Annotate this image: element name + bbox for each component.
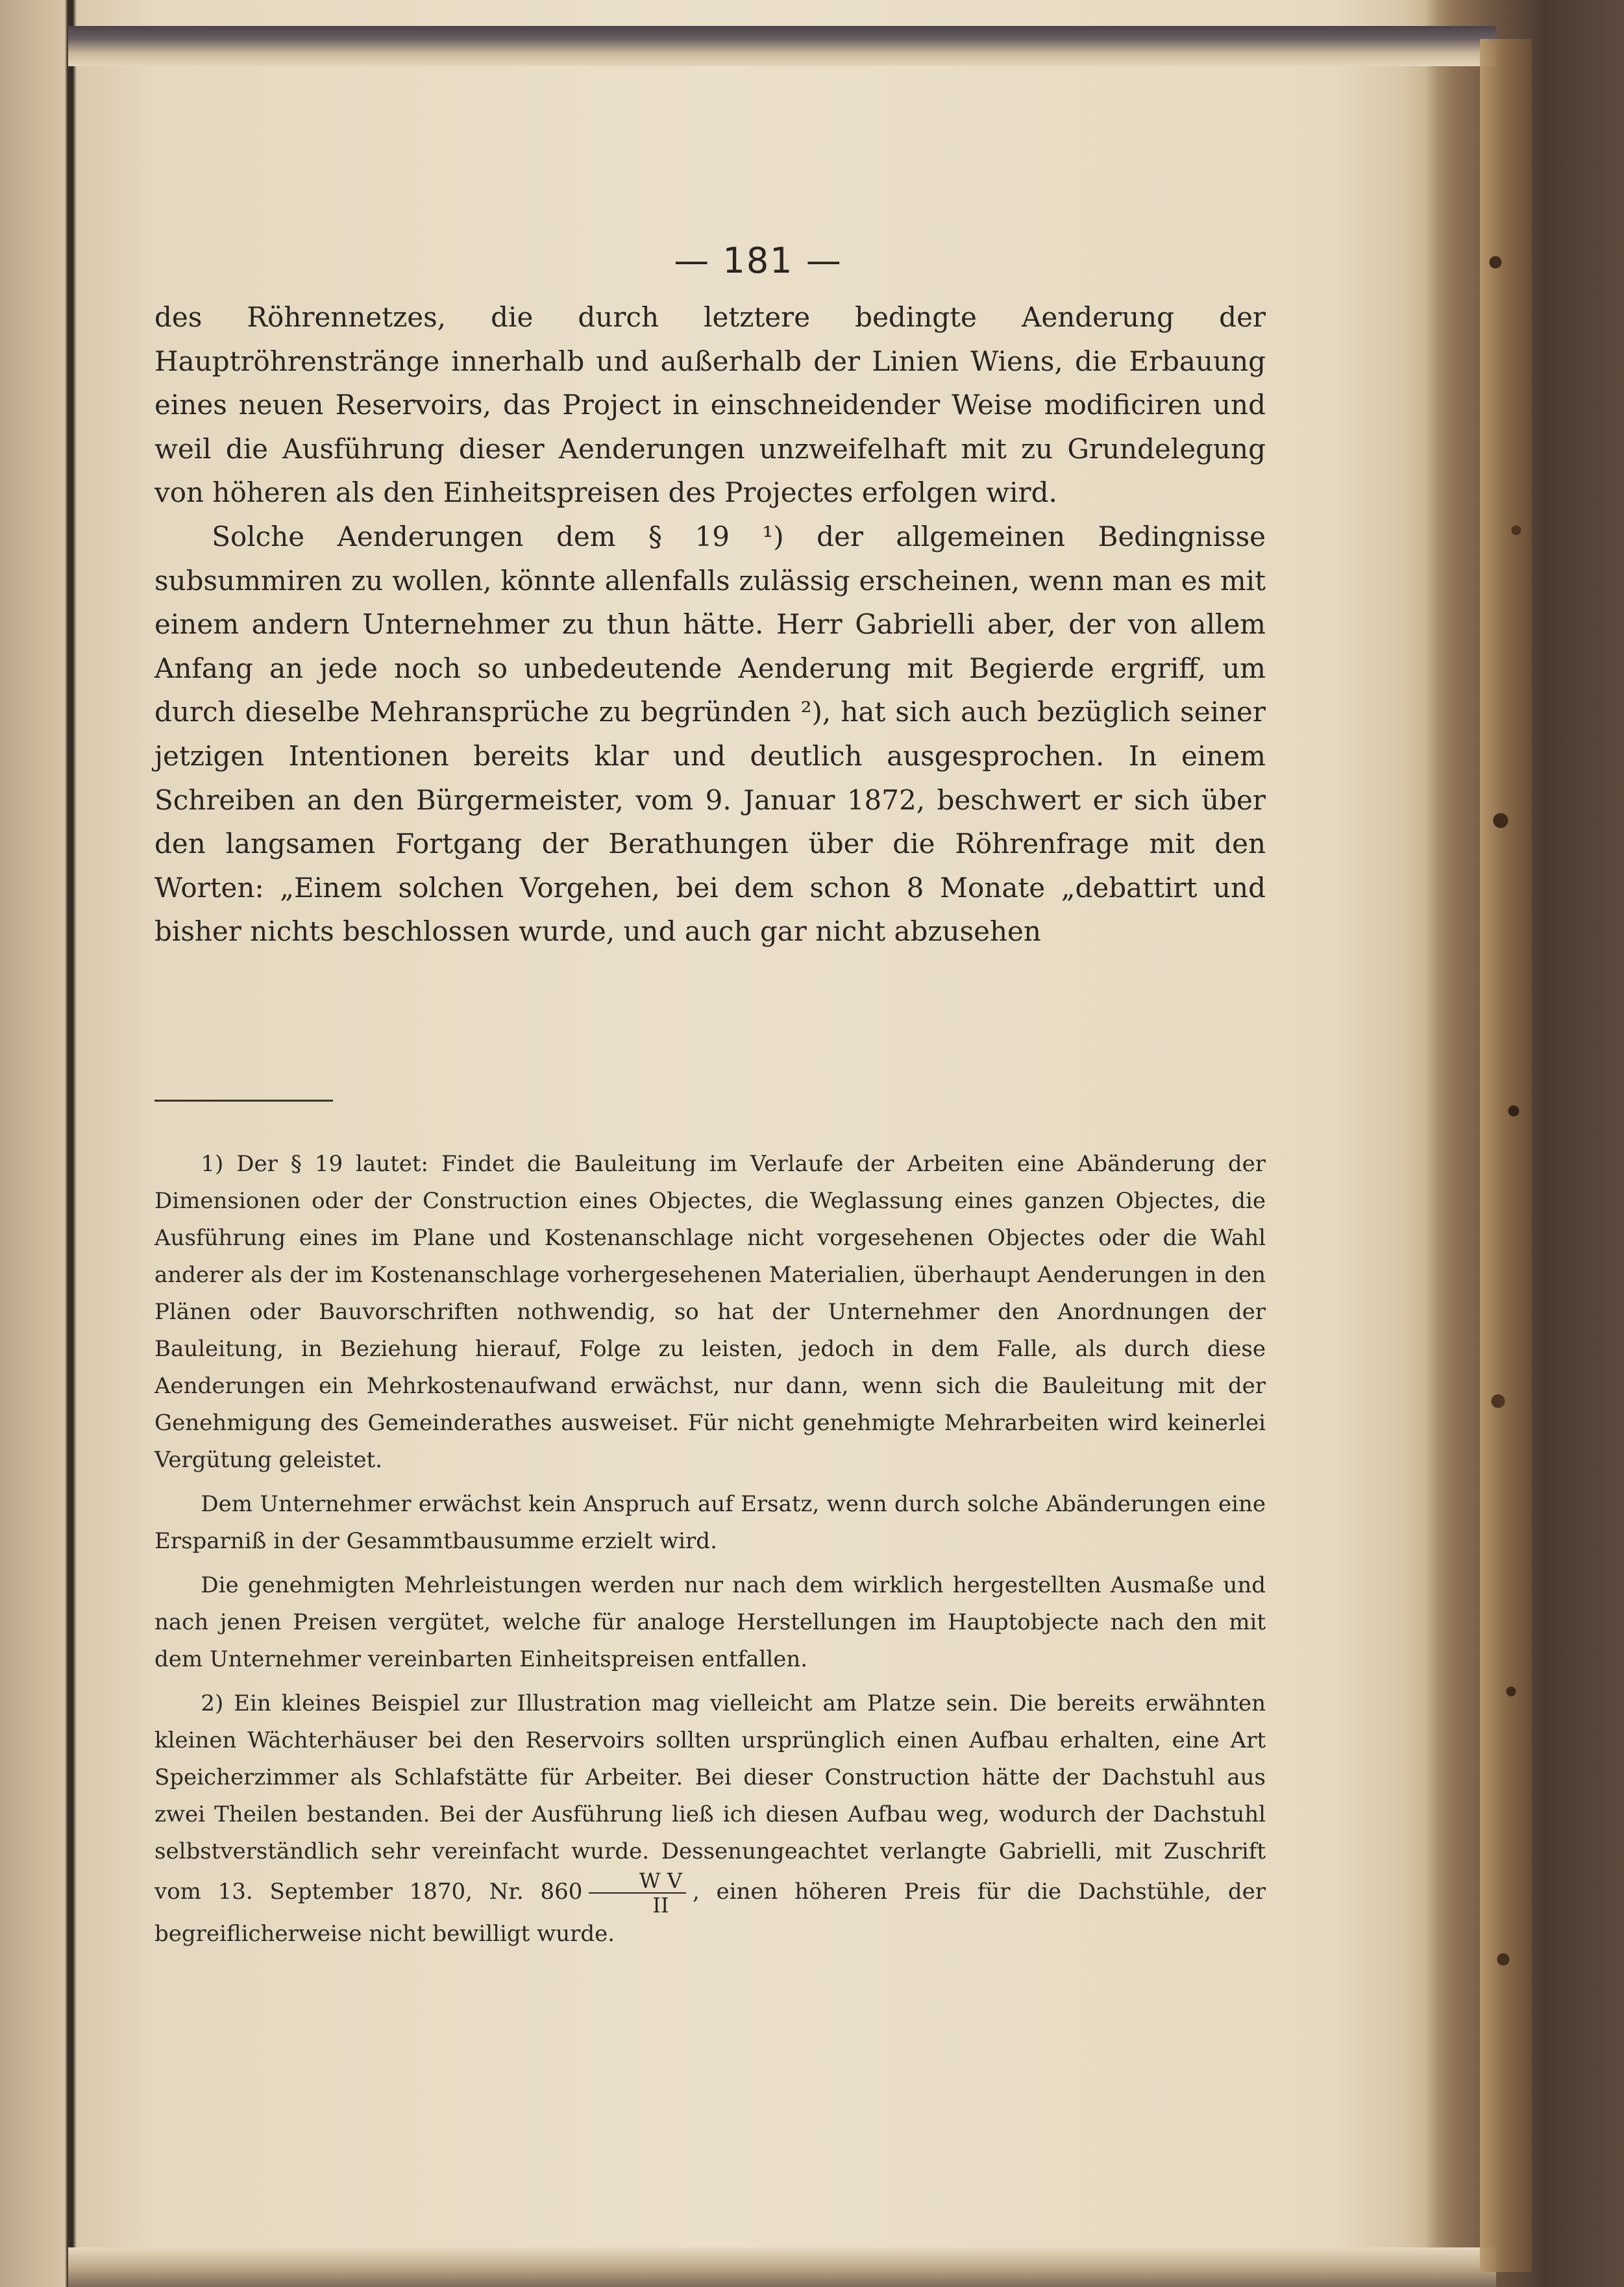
book-bottom-edge bbox=[68, 2247, 1496, 2287]
page-number: — 181 — bbox=[674, 240, 843, 281]
footnotes bbox=[154, 1146, 1266, 1960]
fraction-numerator: W V bbox=[589, 1870, 686, 1894]
footnote-1-paragraph: Die genehmigten Mehrleistungen werden nur nach dem wirklich hergestellten Ausmaße und nach jenen Preisen vergütet, welche für analoge Herstellungen im Hauptobjecte nach den mit dem Unternehmer vereinbarten Einheitspreisen entfallen. bbox=[154, 1572, 1266, 1672]
book-page bbox=[77, 65, 1440, 2249]
footnote-separator bbox=[154, 1100, 333, 1102]
main-text bbox=[154, 295, 1266, 954]
fraction-denominator: II bbox=[652, 1893, 669, 1918]
footnote-1-paragraph: Dem Unternehmer erwächst kein Anspruch auf Ersatz, wenn durch solche Abänderungen eine Ersparniß in der Gesammtbausumme erzielt wird. bbox=[154, 1491, 1266, 1554]
footnote-2 bbox=[154, 1685, 1266, 1953]
page-edge-stack bbox=[1480, 39, 1532, 2272]
reference-fraction bbox=[589, 1870, 686, 1916]
footnote-1-paragraph: 1) Der § 19 lautet: Findet die Bauleitung im Verlaufe der Arbeiten eine Abänderung der Dimensionen oder der Construction eines Objectes, die Weglassung eines ganzen Objectes, die Ausführung eines im Plane und Kostenanschlage nicht vorgesehenen Objectes oder die Wahl anderer als der im Kostenanschlage vorhergesehenen Materialien, überhaupt Aenderungen in den Plänen oder Bauvorschriften nothwendig, so hat der Unternehmer den Anordnungen der Bauleitung, in Beziehung hierauf, Folge zu leisten, jedoch in dem Falle, als durch diese Aenderungen ein Mehrkostenaufwand erwächst, nur dann, wenn sich die Bauleitung mit der Genehmigung des Gemeinderathes ausweiset. Für nicht genehmigte Mehrarbeiten wird keinerlei Vergütung geleistet. bbox=[154, 1151, 1266, 1473]
footnote-2-text: 2) Ein kleines Beispiel zur Illustration mag vielleicht am Platze sein. Die bereits erwähnten kleinen Wächterhäuser bei den Reservoirs sollten ursprünglich einen Aufbau erhalten, eine Art Speicherzimmer als Schlafstätte für Arbeiter. Bei dieser Construction hätte der Dachstuhl aus zwei Theilen bestanden. Bei der Ausführung ließ ich diesen Aufbau weg, wodurch der Dachstuhl selbstverständlich sehr vereinfacht wurde. Dessenungeachtet verlangte Gabrielli, mit Zuschrift vom 13. September 1870, Nr. 860 bbox=[154, 1690, 1266, 1905]
body-paragraph: Solche Aenderungen dem § 19 ¹) der allgemeinen Bedingnisse subsummiren zu wollen, könnte allenfalls zulässig erscheinen, wenn man es mit einem andern Unternehmer zu thun hätte. Herr Gabrielli aber, der von allem Anfang an jede noch so unbedeutende Aenderung mit Begierde ergriff, um durch dieselbe Mehransprüche zu begründen ²), hat sich auch bezüglich seiner jetzigen Intentionen bereits klar und deutlich ausgesprochen. In einem Schreiben an den Bürgermeister, vom 9. Januar 1872, beschwert er sich über den langsamen Fortgang der Berathungen über die Röhrenfrage mit den Worten: „Einem solchen Vorgehen, bei dem schon 8 Monate „debattirt und bisher nichts beschlossen wurde, und auch gar nicht abzusehen bbox=[154, 520, 1266, 948]
body-paragraph: des Röhrennetzes, die durch letztere bedingte Aenderung der Hauptröhrenstränge innerhalb und außerhalb der Linien Wiens, die Erbauung eines neuen Reservoirs, das Project in einschneidender Weise modificiren und weil die Ausführung dieser Aenderungen unzweifelhaft mit zu Grundelegung von höheren als den Einheitspreisen des Projectes erfolgen wird. bbox=[154, 301, 1266, 509]
book-top-edge bbox=[68, 26, 1496, 66]
footnote-2-text: , einen höheren Preis für die Dachstühle, der begreiflicherweise nicht bewilligt wurde. bbox=[154, 1879, 1266, 1947]
